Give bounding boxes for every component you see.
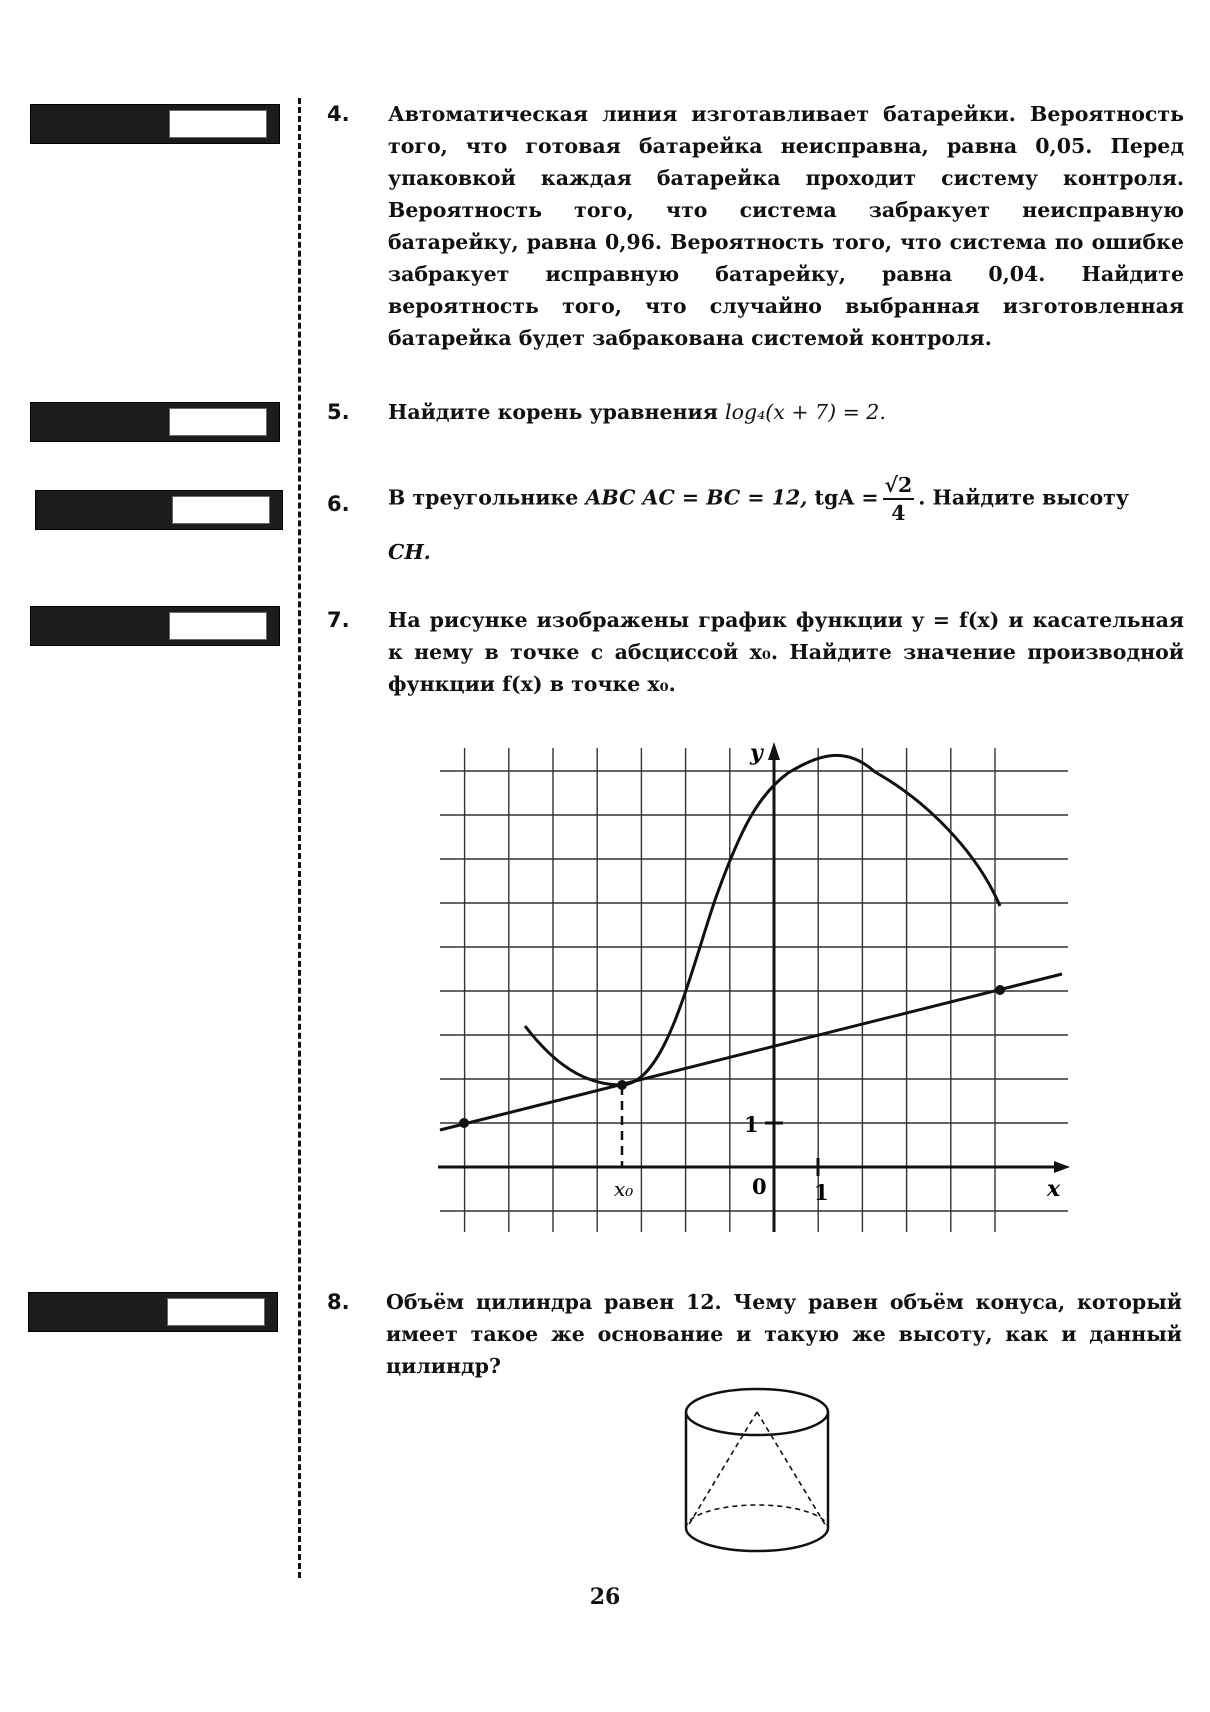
problem-5-number: 5. (327, 400, 350, 424)
x-axis-label: x (1047, 1176, 1061, 1202)
cone-left-edge (688, 1412, 757, 1526)
problem-8-number: 8. (327, 1290, 350, 1314)
problem-6-fraction (883, 472, 915, 526)
cone-right-edge (757, 1412, 826, 1526)
problem-5-text (388, 396, 1184, 428)
tangent-point-left (459, 1118, 469, 1128)
problem-4-number: 4. (327, 102, 350, 126)
answer-box-6 (35, 490, 283, 530)
problem-6-number: 6. (327, 492, 350, 516)
problem-6-label: В треугольнике (388, 485, 579, 510)
tangent-line (440, 974, 1062, 1130)
answer-field-5[interactable] (169, 408, 267, 436)
problem-5-equation: log₄(x + 7) = 2. (725, 400, 886, 424)
problem-6-tg: tgA = (814, 485, 879, 510)
tangent-point-right (995, 985, 1005, 995)
y-axis-arrow (768, 742, 780, 760)
problem-6-text (388, 472, 1184, 526)
cut-line (298, 98, 301, 1578)
problem-4-text: Автоматическая линия изготавливает батарейки. Вероятность того, что готовая батарейка неисправна, равна 0,05. Перед упаковкой каждая батарейка проходит систему контроля. Вероятность того, что система забракует неисправную батарейку, равна 0,96. Вероятность того, что система по ошибке забракует исправную батарейку, равна 0,04. Найдите вероятность того, что случайно выбранная изготовленная батарейка будет забракована системой контроля. (388, 102, 1184, 350)
x-axis-arrow (1054, 1161, 1070, 1173)
answer-box-7 (30, 606, 280, 646)
function-graph (430, 740, 1080, 1240)
origin-label: 0 (752, 1174, 767, 1199)
problem-7-number: 7. (327, 608, 350, 632)
fraction-numerator: √2 (883, 472, 915, 500)
problem-7-text: На рисунке изображены график функции y = f(x) и касательная к нему в точке с абсциссой x₀. Найдите значение производной функции f(x) в точке x₀. (388, 608, 1184, 696)
x-unit-label: 1 (814, 1180, 829, 1205)
answer-box-4 (30, 104, 280, 144)
y-axis-label: y (750, 740, 763, 766)
y-unit-label: 1 (744, 1112, 759, 1137)
answer-field-4[interactable] (169, 110, 267, 138)
answer-box-8 (28, 1292, 278, 1332)
x0-label: x₀ (614, 1177, 634, 1201)
answer-field-7[interactable] (169, 612, 267, 640)
answer-field-8[interactable] (167, 1298, 265, 1326)
cylinder-bottom-front (686, 1528, 828, 1551)
problem-6-question: . Найдите высоту (918, 485, 1129, 510)
cylinder-cone-figure (680, 1380, 840, 1560)
graph-grid (440, 748, 1068, 1232)
answer-box-5 (30, 402, 280, 442)
problem-8-text: Объём цилиндра равен 12. Чему равен объём конуса, который имеет такое же основание и такую же высоту, как и данный цилиндр? (386, 1290, 1182, 1378)
page-number: 26 (589, 1584, 621, 1610)
tangency-point (617, 1080, 627, 1090)
answer-field-6[interactable] (172, 496, 270, 524)
cylinder-bottom-back (686, 1505, 828, 1528)
fraction-denominator: 4 (891, 501, 906, 525)
problem-6-height: CH. (388, 540, 431, 564)
problem-6-math: ABC AC = BC = 12, (585, 485, 808, 510)
problem-5-label: Найдите корень уравнения (388, 400, 718, 424)
